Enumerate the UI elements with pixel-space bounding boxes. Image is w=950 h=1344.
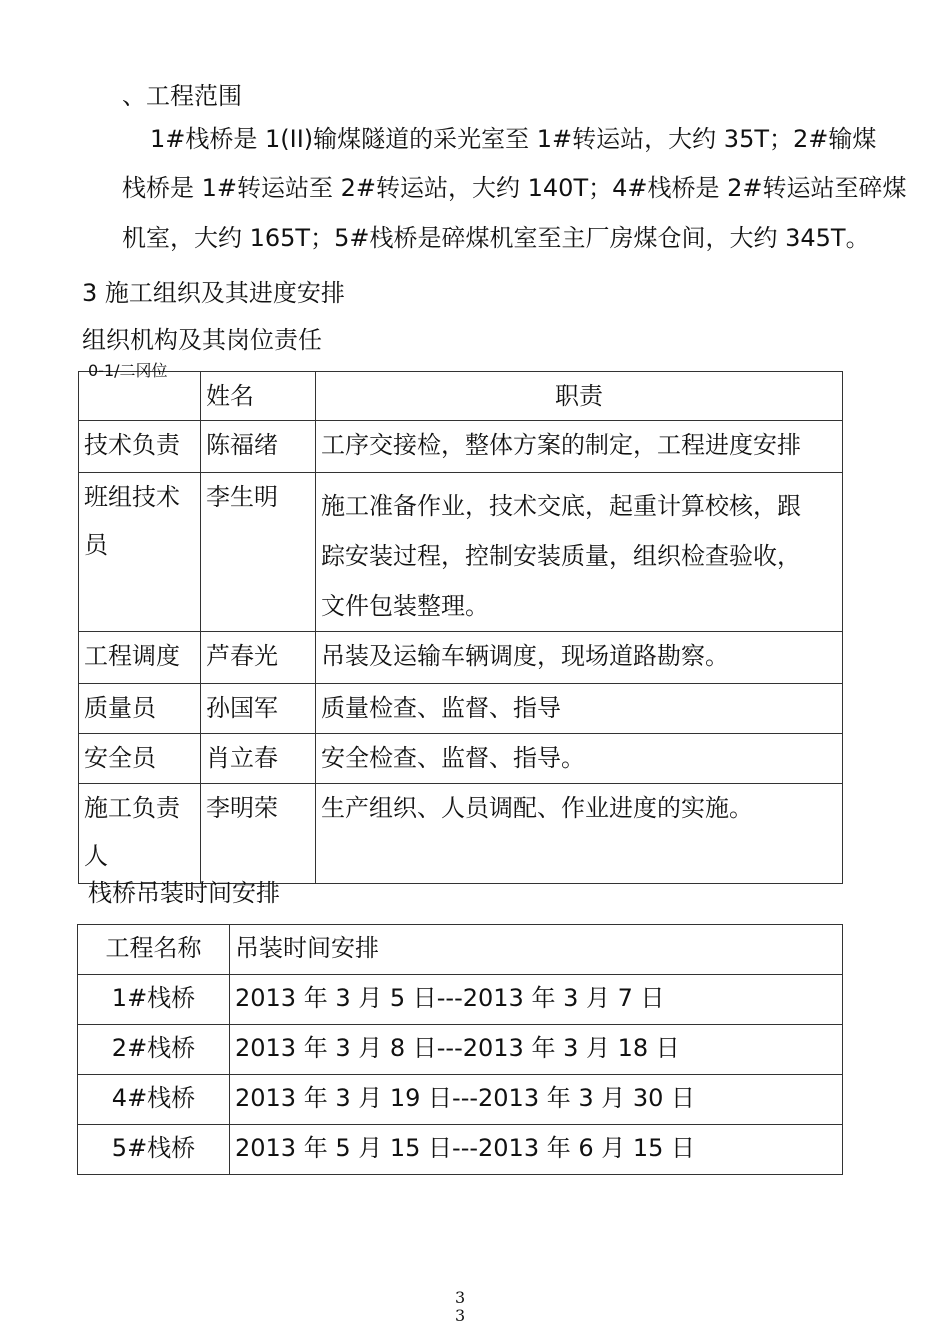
section-3-heading: 3 施工组织及其进度安排 bbox=[82, 279, 345, 307]
cell-name: 芦春光 bbox=[201, 632, 316, 684]
cell-duty: 生产组织、人员调配、作业进度的实施。 bbox=[316, 784, 843, 884]
cell-duty: 安全检查、监督、指导。 bbox=[316, 734, 843, 784]
cell-name: 李生明 bbox=[201, 473, 316, 632]
cell-duty: 质量检查、监督、指导 bbox=[316, 684, 843, 734]
table-header-row bbox=[78, 925, 843, 975]
cell-time: 2013 年 5 月 15 日---2013 年 6 月 15 日 bbox=[230, 1125, 843, 1175]
org-table bbox=[78, 361, 843, 884]
cell-duty: 工序交接检，整体方案的制定，工程进度安排 bbox=[316, 421, 843, 473]
table-row bbox=[79, 684, 843, 734]
cell-project: 4#栈桥 bbox=[78, 1075, 230, 1125]
schedule-heading: 栈桥吊装时间安排 bbox=[88, 879, 280, 907]
table-header-row bbox=[79, 372, 843, 421]
page-number: 3 bbox=[455, 1288, 466, 1307]
org-heading: 组织机构及其岗位责任 bbox=[82, 326, 322, 354]
cell-position: 安全员 bbox=[79, 734, 201, 784]
cell-project: 2#栈桥 bbox=[78, 1025, 230, 1075]
page-number: 3 bbox=[455, 1306, 466, 1325]
header-duty: 职责 bbox=[316, 372, 843, 421]
cell-position: 技术负责 bbox=[79, 421, 201, 473]
cell-duty: 吊装及运输车辆调度，现场道路勘察。 bbox=[316, 632, 843, 684]
table-row bbox=[78, 1075, 843, 1125]
schedule-table bbox=[77, 924, 843, 1175]
table-row bbox=[79, 632, 843, 684]
table-row bbox=[79, 473, 843, 632]
cell-position: 工程调度 bbox=[79, 632, 201, 684]
table-row bbox=[78, 975, 843, 1025]
cell-time: 2013 年 3 月 8 日---2013 年 3 月 18 日 bbox=[230, 1025, 843, 1075]
cell-position: 班组技术员 bbox=[79, 473, 201, 632]
table-row bbox=[78, 1125, 843, 1175]
cell-project: 1#栈桥 bbox=[78, 975, 230, 1025]
cell-name: 李明荣 bbox=[201, 784, 316, 884]
header-project: 工程名称 bbox=[78, 925, 230, 975]
header-time: 吊装时间安排 bbox=[230, 925, 843, 975]
cell-time: 2013 年 3 月 5 日---2013 年 3 月 7 日 bbox=[230, 975, 843, 1025]
header-position: 0-1/二冈位 bbox=[79, 372, 201, 421]
header-name: 姓名 bbox=[201, 372, 316, 421]
scope-heading: 、工程范围 bbox=[122, 82, 242, 110]
cell-name: 孙国军 bbox=[201, 684, 316, 734]
cell-duty: 施工准备作业，技术交底，起重计算校核，跟踪安装过程，控制安装质量，组织检查验收，文件包装整理。 bbox=[316, 473, 843, 632]
table-row bbox=[79, 421, 843, 473]
cell-position: 施工负责人 bbox=[79, 784, 201, 884]
scope-paragraph-line-2: 栈桥是 1#转运站至 2#转运站，大约 140T；4#栈桥是 2#转运站至碎煤 bbox=[122, 174, 907, 202]
cell-name: 陈福绪 bbox=[201, 421, 316, 473]
scope-paragraph-line-1: 1#栈桥是 1(II)输煤隧道的采光室至 1#转运站，大约 35T；2#输煤 bbox=[150, 125, 877, 153]
scope-paragraph-line-3: 机室，大约 165T；5#栈桥是碎煤机室至主厂房煤仓间，大约 345T。 bbox=[122, 224, 870, 252]
cell-project: 5#栈桥 bbox=[78, 1125, 230, 1175]
cell-time: 2013 年 3 月 19 日---2013 年 3 月 30 日 bbox=[230, 1075, 843, 1125]
table-row bbox=[79, 734, 843, 784]
cell-name: 肖立春 bbox=[201, 734, 316, 784]
table-row bbox=[78, 1025, 843, 1075]
table-row bbox=[79, 784, 843, 884]
cell-position: 质量员 bbox=[79, 684, 201, 734]
